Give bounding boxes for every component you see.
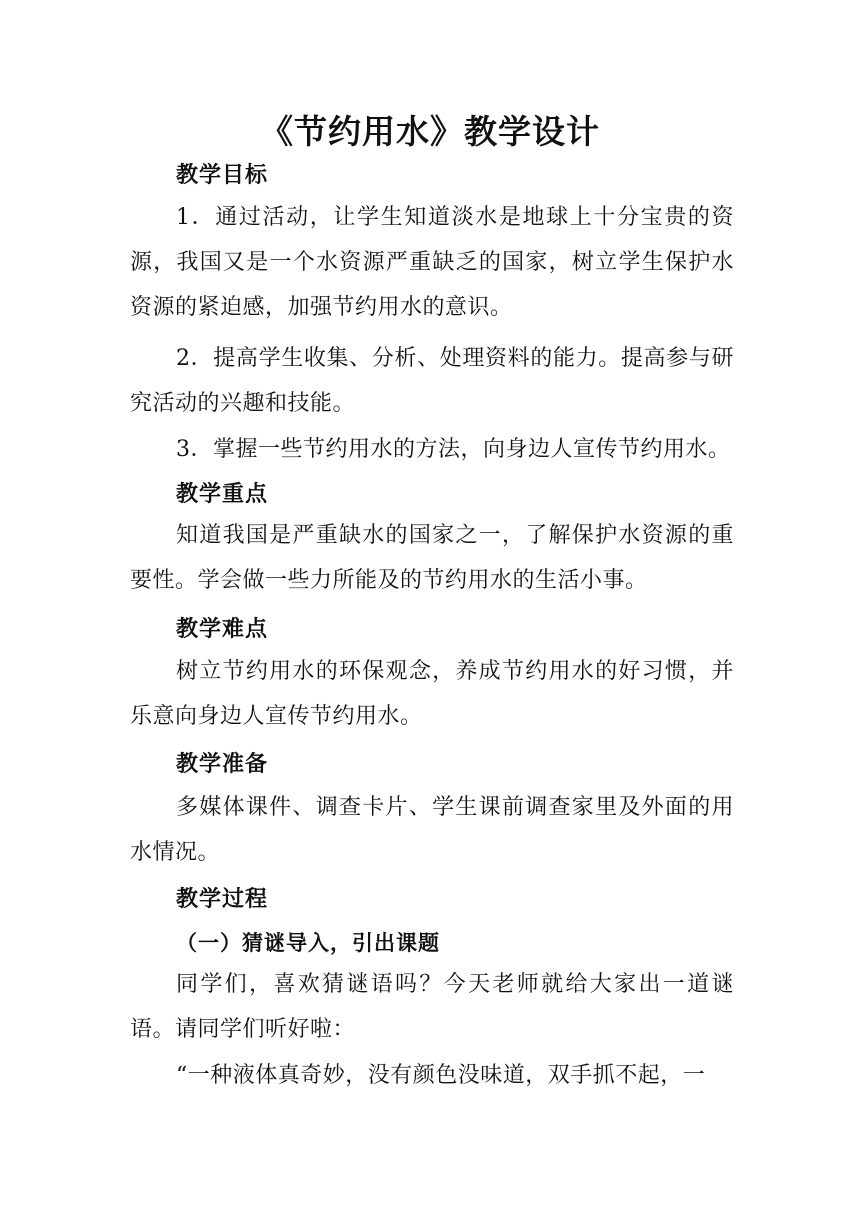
- riddle-text: “一种液体真奇妙，没有颜色没味道，双手抓不起，一: [176, 1063, 706, 1088]
- difficulties-text: 树立节约用水的环保观念，养成节约用水的好习惯，并乐意向身边人宣传节约用水。: [130, 659, 734, 729]
- key-points-text: 知道我国是严重缺水的国家之一，了解保护水资源的重要性。学会做一些力所能及的节约用水的生活小事。: [130, 523, 734, 593]
- objective-item-2: 2．提高学生收集、分析、处理资料的能力。提高参与研究活动的兴趣和技能。: [130, 346, 734, 416]
- process-step1-text: 同学们，喜欢猜谜语吗？今天老师就给大家出一道谜语。请同学们听好啦：: [130, 972, 734, 1042]
- heading-preparation: 教学准备: [176, 752, 269, 777]
- objective-item-3: 3．掌握一些节约用水的方法，向身边人宣传节约用水。: [176, 437, 731, 462]
- heading-objectives: 教学目标: [176, 163, 269, 188]
- process-step1-heading: （一）猜谜导入，引出课题: [176, 931, 440, 955]
- heading-key-points: 教学重点: [176, 482, 269, 507]
- document-title: 《节约用水》教学设计: [260, 112, 600, 151]
- heading-process: 教学过程: [176, 887, 269, 912]
- heading-difficulties: 教学难点: [176, 617, 269, 642]
- objective-item-1: 1．通过活动，让学生知道淡水是地球上十分宝贵的资源，我国又是一个水资源严重缺乏的国家，树立学生保护水资源的紧迫感，加强节约用水的意识。: [130, 205, 734, 320]
- preparation-text: 多媒体课件、调查卡片、学生课前调查家里及外面的用水情况。: [130, 795, 734, 865]
